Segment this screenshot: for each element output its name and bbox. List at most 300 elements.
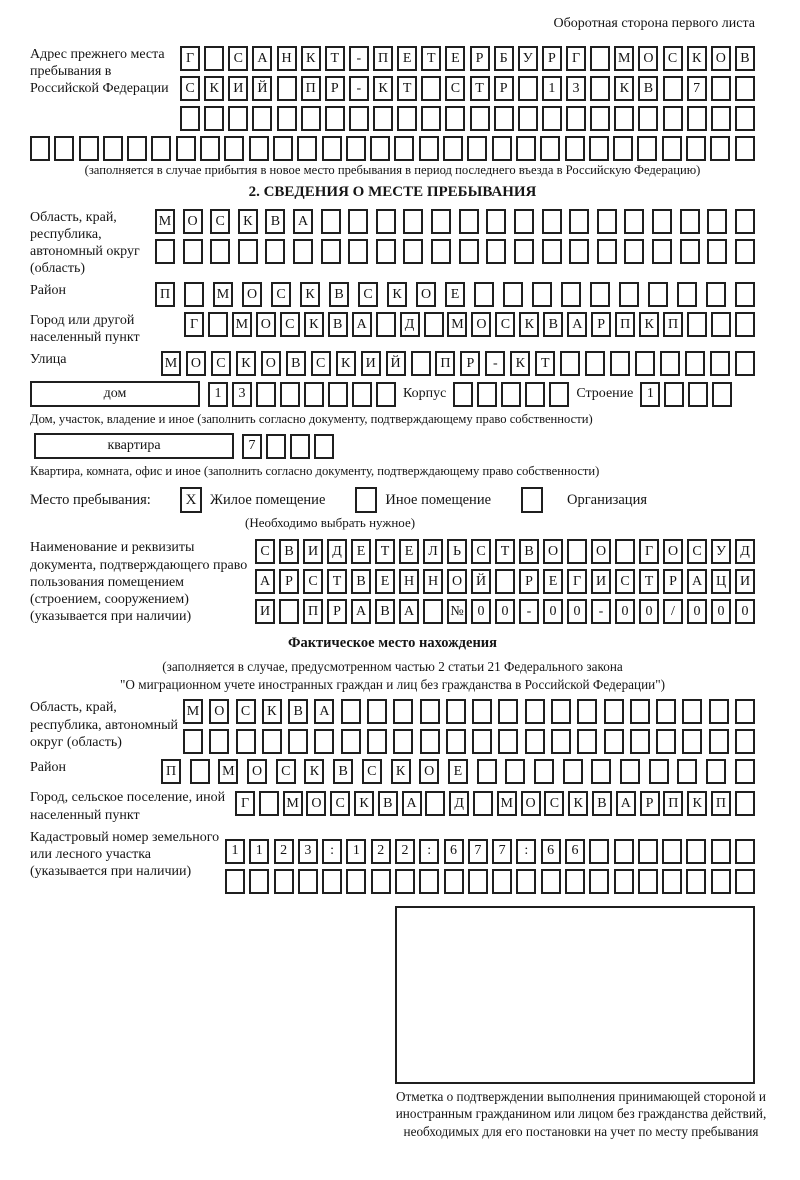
char-cell[interactable]: М <box>218 759 238 784</box>
char-cell[interactable] <box>376 382 396 407</box>
char-cell[interactable] <box>735 136 755 161</box>
char-cell[interactable]: 0 <box>615 599 635 624</box>
char-cell[interactable]: О <box>447 569 467 594</box>
char-cell[interactable] <box>419 136 439 161</box>
char-cell[interactable] <box>735 791 755 816</box>
char-cell[interactable] <box>103 136 123 161</box>
char-cell[interactable]: Т <box>325 46 345 71</box>
char-cell[interactable] <box>349 106 369 131</box>
char-cell[interactable] <box>314 434 334 459</box>
char-cell[interactable] <box>590 46 610 71</box>
char-cell[interactable] <box>209 729 229 754</box>
char-cell[interactable] <box>682 699 702 724</box>
char-cell[interactable] <box>54 136 74 161</box>
char-cell[interactable]: Р <box>542 46 562 71</box>
char-cell[interactable]: А <box>255 569 275 594</box>
char-cell[interactable] <box>325 106 345 131</box>
char-cell[interactable] <box>472 699 492 724</box>
char-cell[interactable] <box>183 729 203 754</box>
char-cell[interactable] <box>525 382 545 407</box>
char-cell[interactable]: Р <box>591 312 611 337</box>
char-cell[interactable]: О <box>471 312 491 337</box>
char-cell[interactable] <box>443 136 463 161</box>
char-cell[interactable]: К <box>639 312 659 337</box>
char-cell[interactable] <box>346 136 366 161</box>
char-cell[interactable] <box>597 239 617 264</box>
char-cell[interactable]: Р <box>519 569 539 594</box>
char-cell[interactable]: С <box>471 539 491 564</box>
char-cell[interactable]: К <box>568 791 588 816</box>
char-cell[interactable]: 1 <box>346 839 366 864</box>
char-cell[interactable] <box>662 869 682 894</box>
char-cell[interactable]: Е <box>399 539 419 564</box>
char-cell[interactable] <box>638 106 658 131</box>
char-cell[interactable] <box>542 239 562 264</box>
char-cell[interactable]: А <box>293 209 313 234</box>
char-cell[interactable] <box>30 136 50 161</box>
char-cell[interactable] <box>262 729 282 754</box>
char-cell[interactable]: Г <box>567 569 587 594</box>
char-cell[interactable] <box>637 136 657 161</box>
char-cell[interactable]: Ц <box>711 569 731 594</box>
char-cell[interactable]: М <box>614 46 634 71</box>
char-cell[interactable]: Е <box>375 569 395 594</box>
char-cell[interactable] <box>560 351 580 376</box>
char-cell[interactable] <box>265 239 285 264</box>
char-cell[interactable] <box>423 599 443 624</box>
checkbox-organizaciya[interactable] <box>521 487 543 513</box>
char-cell[interactable]: : <box>419 839 439 864</box>
char-cell[interactable] <box>249 869 269 894</box>
char-cell[interactable] <box>183 239 203 264</box>
char-cell[interactable]: Д <box>735 539 755 564</box>
char-cell[interactable]: В <box>519 539 539 564</box>
char-cell[interactable]: С <box>271 282 291 307</box>
char-cell[interactable] <box>585 351 605 376</box>
char-cell[interactable]: 1 <box>208 382 228 407</box>
char-cell[interactable] <box>367 729 387 754</box>
char-cell[interactable] <box>551 729 571 754</box>
char-cell[interactable] <box>589 839 609 864</box>
char-cell[interactable] <box>321 209 341 234</box>
char-cell[interactable]: К <box>391 759 411 784</box>
char-cell[interactable] <box>615 539 635 564</box>
char-cell[interactable] <box>652 239 672 264</box>
char-cell[interactable]: У <box>518 46 538 71</box>
char-cell[interactable] <box>638 869 658 894</box>
char-cell[interactable] <box>446 729 466 754</box>
char-cell[interactable] <box>569 239 589 264</box>
char-cell[interactable]: 2 <box>395 839 415 864</box>
char-cell[interactable]: В <box>333 759 353 784</box>
char-cell[interactable] <box>224 136 244 161</box>
char-cell[interactable] <box>638 839 658 864</box>
char-cell[interactable] <box>277 106 297 131</box>
char-cell[interactable]: Е <box>445 46 465 71</box>
char-cell[interactable]: 0 <box>687 599 707 624</box>
char-cell[interactable] <box>403 239 423 264</box>
char-cell[interactable]: М <box>155 209 175 234</box>
char-cell[interactable] <box>662 839 682 864</box>
char-cell[interactable]: С <box>210 209 230 234</box>
char-cell[interactable]: 1 <box>640 382 660 407</box>
char-cell[interactable] <box>735 839 755 864</box>
char-cell[interactable]: О <box>186 351 206 376</box>
char-cell[interactable]: Е <box>445 282 465 307</box>
char-cell[interactable]: - <box>519 599 539 624</box>
char-cell[interactable]: О <box>261 351 281 376</box>
char-cell[interactable] <box>735 699 755 724</box>
char-cell[interactable] <box>518 106 538 131</box>
checkbox-zhiloe[interactable]: X <box>180 487 202 513</box>
char-cell[interactable] <box>514 239 534 264</box>
char-cell[interactable] <box>477 382 497 407</box>
char-cell[interactable]: И <box>228 76 248 101</box>
char-cell[interactable] <box>492 869 512 894</box>
char-cell[interactable] <box>411 351 431 376</box>
char-cell[interactable]: / <box>663 599 683 624</box>
char-cell[interactable] <box>613 136 633 161</box>
char-cell[interactable] <box>376 209 396 234</box>
char-cell[interactable] <box>711 106 731 131</box>
char-cell[interactable]: Г <box>184 312 204 337</box>
char-cell[interactable]: Н <box>277 46 297 71</box>
char-cell[interactable] <box>304 382 324 407</box>
char-cell[interactable]: 3 <box>232 382 252 407</box>
char-cell[interactable]: С <box>687 539 707 564</box>
char-cell[interactable]: С <box>228 46 248 71</box>
char-cell[interactable]: С <box>180 76 200 101</box>
char-cell[interactable] <box>542 209 562 234</box>
char-cell[interactable] <box>735 282 755 307</box>
char-cell[interactable]: Е <box>397 46 417 71</box>
char-cell[interactable] <box>376 239 396 264</box>
char-cell[interactable] <box>589 869 609 894</box>
char-cell[interactable] <box>503 282 523 307</box>
char-cell[interactable]: 0 <box>639 599 659 624</box>
char-cell[interactable] <box>709 699 729 724</box>
char-cell[interactable] <box>505 759 525 784</box>
char-cell[interactable]: Й <box>386 351 406 376</box>
char-cell[interactable]: И <box>735 569 755 594</box>
char-cell[interactable]: Т <box>327 569 347 594</box>
char-cell[interactable]: П <box>435 351 455 376</box>
char-cell[interactable] <box>341 699 361 724</box>
char-cell[interactable]: Т <box>375 539 395 564</box>
dom-field-box[interactable]: дом <box>30 381 200 407</box>
char-cell[interactable] <box>687 312 707 337</box>
char-cell[interactable] <box>346 869 366 894</box>
char-cell[interactable]: П <box>711 791 731 816</box>
char-cell[interactable]: Г <box>235 791 255 816</box>
char-cell[interactable] <box>711 76 731 101</box>
char-cell[interactable] <box>322 869 342 894</box>
char-cell[interactable]: К <box>262 699 282 724</box>
char-cell[interactable]: О <box>543 539 563 564</box>
char-cell[interactable]: Н <box>399 569 419 594</box>
char-cell[interactable]: О <box>242 282 262 307</box>
char-cell[interactable] <box>280 382 300 407</box>
char-cell[interactable]: К <box>336 351 356 376</box>
char-cell[interactable] <box>682 729 702 754</box>
char-cell[interactable] <box>620 759 640 784</box>
char-cell[interactable]: О <box>306 791 326 816</box>
char-cell[interactable] <box>604 699 624 724</box>
char-cell[interactable] <box>711 312 731 337</box>
char-cell[interactable]: А <box>402 791 422 816</box>
char-cell[interactable] <box>236 729 256 754</box>
char-cell[interactable] <box>204 46 224 71</box>
char-cell[interactable]: О <box>256 312 276 337</box>
char-cell[interactable]: 0 <box>495 599 515 624</box>
char-cell[interactable] <box>549 382 569 407</box>
char-cell[interactable] <box>518 76 538 101</box>
char-cell[interactable]: А <box>616 791 636 816</box>
char-cell[interactable]: С <box>276 759 296 784</box>
char-cell[interactable] <box>249 136 269 161</box>
char-cell[interactable] <box>687 106 707 131</box>
char-cell[interactable] <box>370 136 390 161</box>
char-cell[interactable] <box>563 759 583 784</box>
char-cell[interactable]: М <box>161 351 181 376</box>
char-cell[interactable] <box>532 282 552 307</box>
char-cell[interactable]: 1 <box>542 76 562 101</box>
char-cell[interactable] <box>348 209 368 234</box>
char-cell[interactable] <box>225 869 245 894</box>
char-cell[interactable]: Р <box>325 76 345 101</box>
char-cell[interactable]: П <box>161 759 181 784</box>
char-cell[interactable] <box>393 699 413 724</box>
char-cell[interactable] <box>663 76 683 101</box>
char-cell[interactable] <box>238 239 258 264</box>
char-cell[interactable] <box>498 699 518 724</box>
char-cell[interactable] <box>341 729 361 754</box>
char-cell[interactable]: 0 <box>543 599 563 624</box>
char-cell[interactable]: О <box>247 759 267 784</box>
char-cell[interactable]: С <box>663 46 683 71</box>
char-cell[interactable] <box>184 282 204 307</box>
char-cell[interactable] <box>176 136 196 161</box>
char-cell[interactable] <box>534 759 554 784</box>
char-cell[interactable]: В <box>375 599 395 624</box>
char-cell[interactable]: О <box>419 759 439 784</box>
char-cell[interactable] <box>525 729 545 754</box>
char-cell[interactable]: С <box>255 539 275 564</box>
char-cell[interactable]: Т <box>535 351 555 376</box>
char-cell[interactable]: К <box>304 312 324 337</box>
char-cell[interactable] <box>735 759 755 784</box>
char-cell[interactable]: А <box>687 569 707 594</box>
char-cell[interactable] <box>293 239 313 264</box>
char-cell[interactable] <box>630 729 650 754</box>
char-cell[interactable] <box>686 869 706 894</box>
char-cell[interactable]: Т <box>495 539 515 564</box>
char-cell[interactable]: И <box>591 569 611 594</box>
char-cell[interactable] <box>711 869 731 894</box>
char-cell[interactable]: С <box>445 76 465 101</box>
char-cell[interactable]: Р <box>460 351 480 376</box>
char-cell[interactable]: Р <box>494 76 514 101</box>
char-cell[interactable]: Т <box>639 569 659 594</box>
char-cell[interactable] <box>735 209 755 234</box>
char-cell[interactable]: В <box>286 351 306 376</box>
char-cell[interactable] <box>567 539 587 564</box>
char-cell[interactable] <box>321 239 341 264</box>
char-cell[interactable] <box>614 106 634 131</box>
char-cell[interactable]: М <box>447 312 467 337</box>
char-cell[interactable]: К <box>387 282 407 307</box>
char-cell[interactable] <box>656 729 676 754</box>
char-cell[interactable] <box>635 351 655 376</box>
char-cell[interactable]: Р <box>470 46 490 71</box>
char-cell[interactable] <box>680 239 700 264</box>
char-cell[interactable] <box>630 699 650 724</box>
char-cell[interactable]: 0 <box>471 599 491 624</box>
char-cell[interactable] <box>473 791 493 816</box>
char-cell[interactable] <box>656 699 676 724</box>
char-cell[interactable] <box>453 382 473 407</box>
char-cell[interactable] <box>664 382 684 407</box>
char-cell[interactable]: В <box>288 699 308 724</box>
char-cell[interactable]: К <box>204 76 224 101</box>
char-cell[interactable]: К <box>301 46 321 71</box>
char-cell[interactable]: Й <box>471 569 491 594</box>
char-cell[interactable] <box>540 136 560 161</box>
char-cell[interactable]: У <box>711 539 731 564</box>
char-cell[interactable]: 0 <box>567 599 587 624</box>
char-cell[interactable] <box>735 76 755 101</box>
char-cell[interactable]: Т <box>470 76 490 101</box>
char-cell[interactable] <box>445 106 465 131</box>
char-cell[interactable] <box>686 839 706 864</box>
char-cell[interactable] <box>273 136 293 161</box>
char-cell[interactable]: К <box>300 282 320 307</box>
char-cell[interactable]: Д <box>327 539 347 564</box>
char-cell[interactable]: О <box>416 282 436 307</box>
char-cell[interactable] <box>395 869 415 894</box>
char-cell[interactable] <box>710 351 730 376</box>
char-cell[interactable] <box>474 282 494 307</box>
char-cell[interactable] <box>569 209 589 234</box>
char-cell[interactable] <box>624 239 644 264</box>
char-cell[interactable] <box>577 699 597 724</box>
char-cell[interactable] <box>677 759 697 784</box>
char-cell[interactable]: Т <box>397 76 417 101</box>
char-cell[interactable]: 7 <box>492 839 512 864</box>
char-cell[interactable] <box>424 312 444 337</box>
char-cell[interactable]: Г <box>566 46 586 71</box>
char-cell[interactable] <box>492 136 512 161</box>
char-cell[interactable]: Д <box>400 312 420 337</box>
char-cell[interactable]: 6 <box>565 839 585 864</box>
char-cell[interactable] <box>660 351 680 376</box>
char-cell[interactable]: С <box>362 759 382 784</box>
char-cell[interactable]: В <box>735 46 755 71</box>
char-cell[interactable] <box>259 791 279 816</box>
char-cell[interactable]: А <box>252 46 272 71</box>
char-cell[interactable] <box>709 729 729 754</box>
char-cell[interactable] <box>419 869 439 894</box>
char-cell[interactable]: О <box>183 209 203 234</box>
char-cell[interactable]: А <box>399 599 419 624</box>
char-cell[interactable] <box>551 699 571 724</box>
char-cell[interactable]: 3 <box>566 76 586 101</box>
char-cell[interactable] <box>707 209 727 234</box>
char-cell[interactable] <box>591 759 611 784</box>
char-cell[interactable]: 0 <box>735 599 755 624</box>
char-cell[interactable] <box>486 209 506 234</box>
char-cell[interactable]: В <box>378 791 398 816</box>
char-cell[interactable]: П <box>663 791 683 816</box>
char-cell[interactable] <box>314 729 334 754</box>
char-cell[interactable] <box>619 282 639 307</box>
char-cell[interactable]: Г <box>180 46 200 71</box>
char-cell[interactable]: И <box>361 351 381 376</box>
char-cell[interactable] <box>604 729 624 754</box>
char-cell[interactable] <box>180 106 200 131</box>
char-cell[interactable] <box>663 106 683 131</box>
char-cell[interactable] <box>542 106 562 131</box>
char-cell[interactable] <box>735 106 755 131</box>
char-cell[interactable]: 6 <box>444 839 464 864</box>
char-cell[interactable] <box>79 136 99 161</box>
char-cell[interactable] <box>200 136 220 161</box>
char-cell[interactable] <box>711 839 731 864</box>
char-cell[interactable]: - <box>485 351 505 376</box>
char-cell[interactable]: Р <box>640 791 660 816</box>
char-cell[interactable]: М <box>232 312 252 337</box>
char-cell[interactable]: А <box>352 312 372 337</box>
char-cell[interactable] <box>403 209 423 234</box>
char-cell[interactable] <box>649 759 669 784</box>
char-cell[interactable]: Р <box>327 599 347 624</box>
char-cell[interactable]: С <box>303 569 323 594</box>
char-cell[interactable] <box>686 136 706 161</box>
char-cell[interactable]: В <box>351 569 371 594</box>
char-cell[interactable]: С <box>211 351 231 376</box>
char-cell[interactable]: 1 <box>249 839 269 864</box>
char-cell[interactable] <box>652 209 672 234</box>
char-cell[interactable]: С <box>615 569 635 594</box>
char-cell[interactable] <box>444 869 464 894</box>
char-cell[interactable] <box>735 729 755 754</box>
char-cell[interactable] <box>459 239 479 264</box>
char-cell[interactable]: О <box>638 46 658 71</box>
char-cell[interactable]: - <box>591 599 611 624</box>
char-cell[interactable]: Г <box>639 539 659 564</box>
char-cell[interactable] <box>614 839 634 864</box>
char-cell[interactable] <box>288 729 308 754</box>
char-cell[interactable]: К <box>238 209 258 234</box>
char-cell[interactable] <box>431 209 451 234</box>
char-cell[interactable] <box>446 699 466 724</box>
char-cell[interactable] <box>685 351 705 376</box>
char-cell[interactable] <box>328 382 348 407</box>
char-cell[interactable] <box>467 136 487 161</box>
char-cell[interactable]: П <box>663 312 683 337</box>
char-cell[interactable] <box>277 76 297 101</box>
char-cell[interactable]: О <box>209 699 229 724</box>
char-cell[interactable] <box>190 759 210 784</box>
char-cell[interactable] <box>712 382 732 407</box>
char-cell[interactable] <box>498 729 518 754</box>
char-cell[interactable]: С <box>544 791 564 816</box>
char-cell[interactable]: В <box>543 312 563 337</box>
char-cell[interactable] <box>210 239 230 264</box>
char-cell[interactable] <box>297 136 317 161</box>
char-cell[interactable] <box>590 282 610 307</box>
char-cell[interactable]: С <box>280 312 300 337</box>
